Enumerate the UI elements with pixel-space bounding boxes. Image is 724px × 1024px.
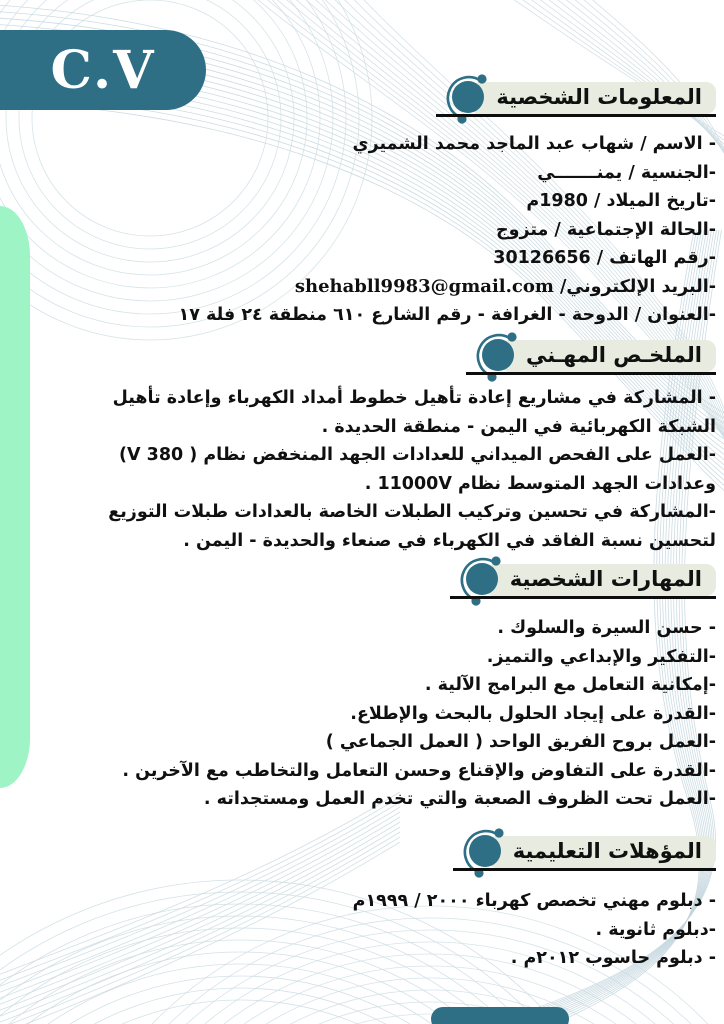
skill-line: - حسن السيرة والسلوك . xyxy=(497,618,716,638)
education-line: -دبلوم ثانوية . xyxy=(595,919,716,940)
info-line-phone: -رقم الهاتف / 30126656 xyxy=(493,248,716,268)
professional-summary-list xyxy=(22,384,716,555)
section-title-personal-info: المعلومات الشخصية xyxy=(470,82,716,114)
section-education xyxy=(487,836,716,868)
info-line-marital-status: -الحالة الإجتماعية / متزوج xyxy=(495,219,716,240)
summary-line: -العمل على الفحص الميداني للعدادات الجهد المنخفض نظام ( 380 V) xyxy=(119,445,716,465)
header-underline xyxy=(436,114,716,117)
skill-line: -العمل تحت الظروف الصعبة والتي تخدم العمل ومستجداته . xyxy=(203,789,716,809)
section-title-professional-summary: الملخـص المهـني xyxy=(500,340,716,372)
skill-line: -التفكير والإبداعي والتميز. xyxy=(486,646,716,667)
info-line-birthdate: -تاريخ الميلاد / 1980م xyxy=(526,191,716,211)
section-header-personal-skills xyxy=(484,564,716,596)
skill-line: -القدرة على التفاوض والإقناع وحسن التعامل والتخاطب مع الآخرين . xyxy=(122,760,716,781)
section-title-education: المؤهلات التعليمية xyxy=(487,836,716,868)
skill-line: -القدرة على إيجاد الحلول بالبحث والإطلاع. xyxy=(350,703,716,724)
skill-line: -العمل بروح الفريق الواحد ( العمل الجماعي ) xyxy=(325,732,716,752)
cv-badge xyxy=(0,30,206,110)
education-line: - دبلوم حاسوب ٢٠١٢م . xyxy=(510,948,716,968)
section-header-personal-info xyxy=(470,82,716,114)
summary-line: الشبكة الكهربائية في اليمن - منطقة الحديدة . xyxy=(321,416,716,437)
section-title-personal-skills: المهارات الشخصية xyxy=(484,564,716,596)
info-line-email xyxy=(22,273,716,302)
section-personal-skills xyxy=(484,564,716,596)
summary-line: وعدادات الجهد المتوسط نظام 11000V . xyxy=(364,473,716,494)
header-underline xyxy=(466,372,716,375)
personal-skills-list xyxy=(22,614,716,814)
header-underline xyxy=(453,868,716,871)
summary-line: لتحسين نسبة الفاقد في الكهرباء في صنعاء والحديدة - اليمن . xyxy=(183,530,716,551)
section-header-education xyxy=(487,836,716,868)
info-line-nationality: -الجنسية / يمنـــــــي xyxy=(537,162,716,183)
personal-info-list xyxy=(22,130,716,330)
education-line: - دبلوم مهني تخصص كهرباء ٢٠٠٠ / ١٩٩٩م xyxy=(352,891,716,911)
summary-line: -المشاركة في تحسين وتركيب الطبلات الخاصة بالعدادات طبلات التوزيع xyxy=(108,502,716,522)
email-address: shehabll9983@gmail.com xyxy=(294,275,554,297)
summary-line: - المشاركة في مشاريع إعادة تأهيل خطوط أمداد الكهرباء وإعادة تأهيل xyxy=(112,388,716,408)
section-personal-info xyxy=(470,82,716,114)
email-label: -البريد الإلكتروني/ xyxy=(553,276,716,297)
education-list xyxy=(22,887,716,973)
info-line-address: -العنوان / الدوحة - الغرافة - رقم الشارع ٦١٠ منطقة ٢٤ فلة ١٧ xyxy=(178,305,716,325)
info-line-name: - الاسم / شهاب عبد الماجد محمد الشميري xyxy=(352,134,716,154)
header-underline xyxy=(450,596,716,599)
section-professional-summary xyxy=(500,340,716,372)
bottom-accent-tab xyxy=(431,1007,569,1024)
section-header-professional-summary xyxy=(500,340,716,372)
skill-line: -إمكانية التعامل مع البرامج الآلية . xyxy=(424,675,716,695)
cv-badge-label: C.V xyxy=(50,39,156,101)
